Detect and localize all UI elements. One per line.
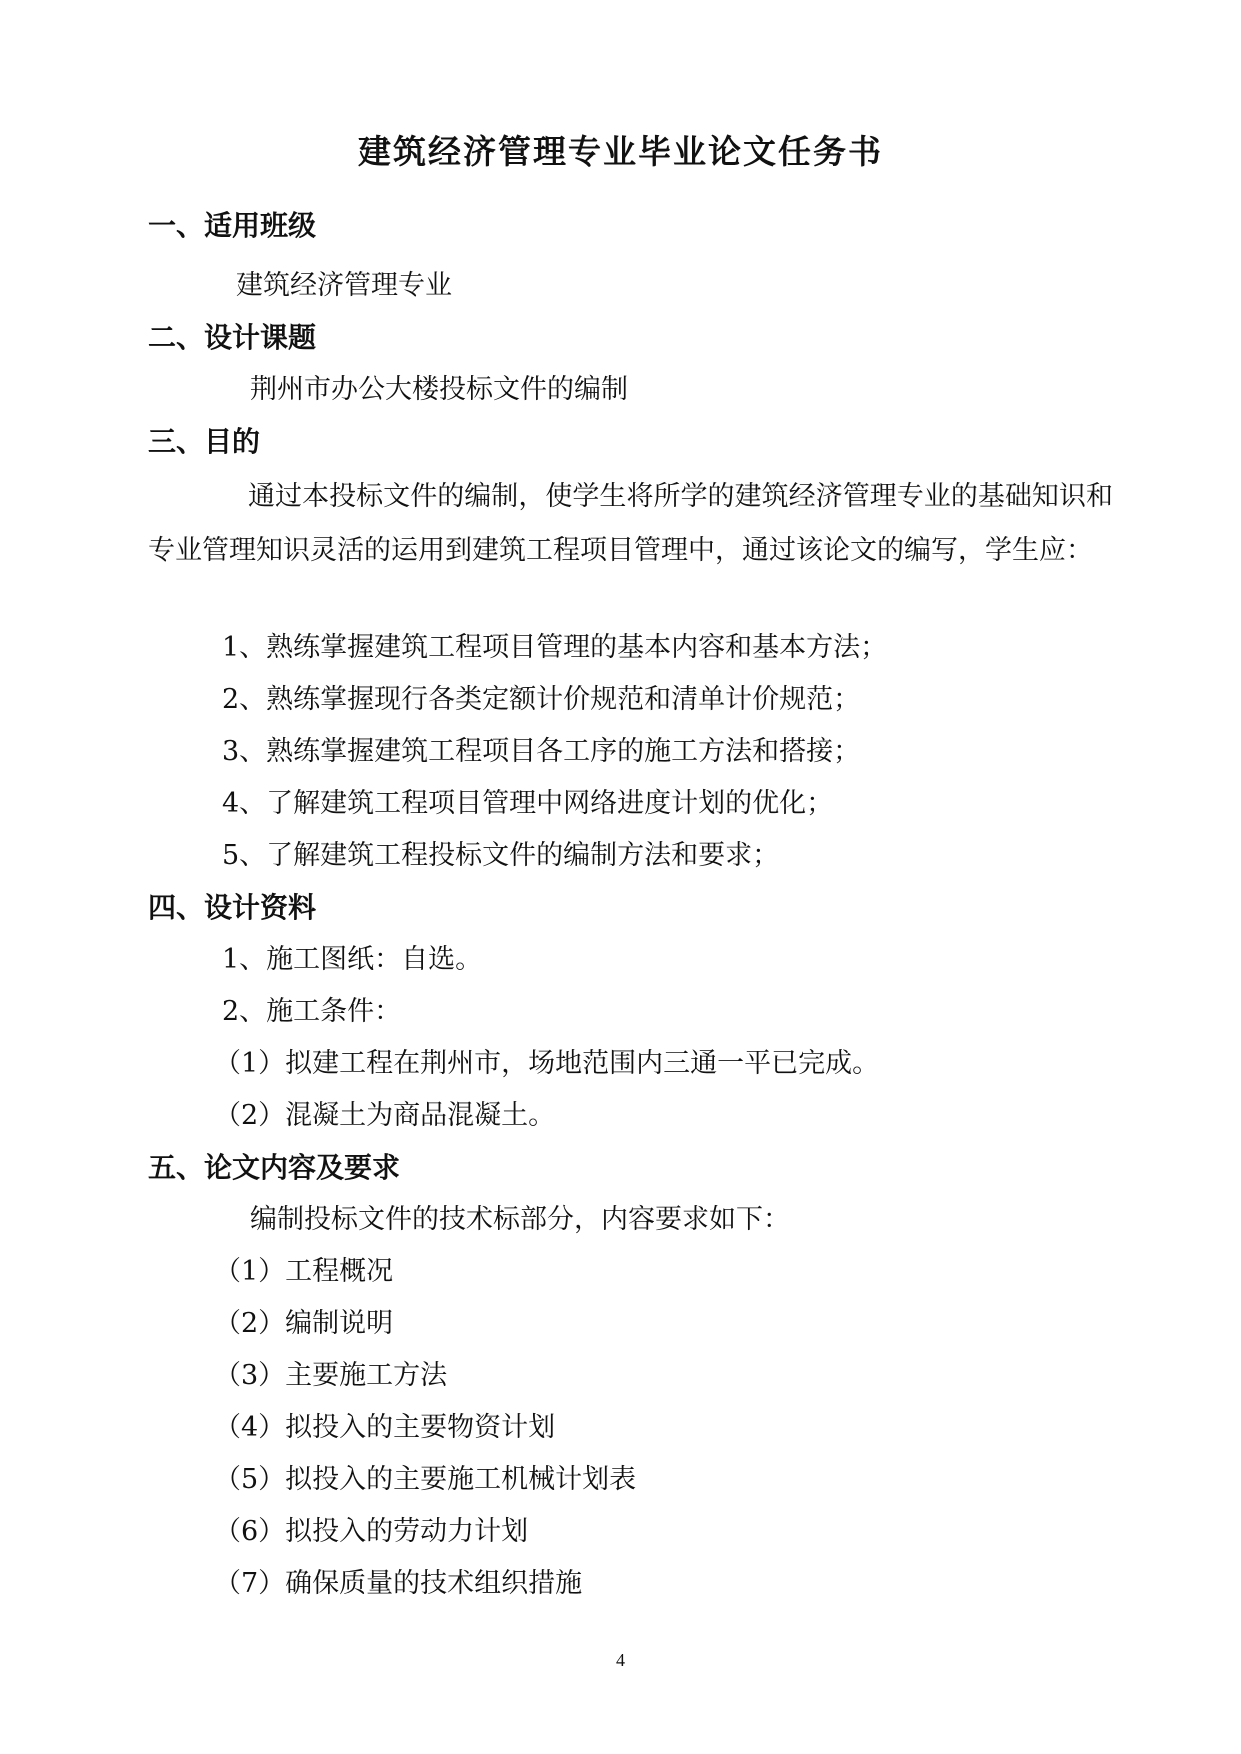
section-heading-applicable-class: 一、适用班级 — [148, 209, 317, 242]
purpose-item-1: 1、熟练掌握建筑工程项目管理的基本内容和基本方法； — [222, 632, 888, 663]
section-heading-design-topic: 二、设计课题 — [148, 321, 317, 354]
section-heading-purpose: 三、目的 — [148, 425, 261, 458]
requirement-item-1: （1）工程概况 — [214, 1256, 394, 1287]
materials-item-2: 2、施工条件： — [222, 996, 402, 1027]
purpose-paragraph: 通过本投标文件的编制，使学生将所学的建筑经济管理专业的基础知识和专业管理知识灵活的运用到建筑工程项目管理中，通过该论文的编写，学生应： — [148, 481, 1113, 566]
requirement-item-6: （6）拟投入的劳动力计划 — [214, 1516, 529, 1547]
purpose-item-5: 5、了解建筑工程投标文件的编制方法和要求； — [222, 840, 780, 871]
purpose-item-3: 3、熟练掌握建筑工程项目各工序的施工方法和搭接； — [222, 736, 861, 767]
section-heading-content-requirements: 五、论文内容及要求 — [148, 1151, 401, 1184]
section-heading-design-materials: 四、设计资料 — [148, 891, 317, 924]
applicable-class-text: 建筑经济管理专业 — [236, 270, 452, 301]
requirement-item-2: （2）编制说明 — [214, 1308, 394, 1339]
requirement-item-3: （3）主要施工方法 — [214, 1360, 448, 1391]
purpose-item-2: 2、熟练掌握现行各类定额计价规范和清单计价规范； — [222, 684, 861, 715]
requirement-item-4: （4）拟投入的主要物资计划 — [214, 1412, 556, 1443]
content-requirements-intro: 编制投标文件的技术标部分，内容要求如下： — [250, 1204, 790, 1235]
materials-subitem-2: （2）混凝土为商品混凝土。 — [214, 1100, 556, 1131]
requirement-item-5: （5）拟投入的主要施工机械计划表 — [214, 1464, 637, 1495]
document-title: 建筑经济管理专业毕业论文任务书 — [358, 132, 883, 171]
materials-subitem-1: （1）拟建工程在荆州市，场地范围内三通一平已完成。 — [214, 1048, 880, 1079]
design-topic-text: 荆州市办公大楼投标文件的编制 — [250, 374, 628, 405]
materials-item-1: 1、施工图纸：自选。 — [222, 944, 483, 975]
page-number: 4 — [616, 1650, 625, 1670]
requirement-item-7: （7）确保质量的技术组织措施 — [214, 1568, 583, 1599]
purpose-item-4: 4、了解建筑工程项目管理中网络进度计划的优化； — [222, 788, 834, 819]
